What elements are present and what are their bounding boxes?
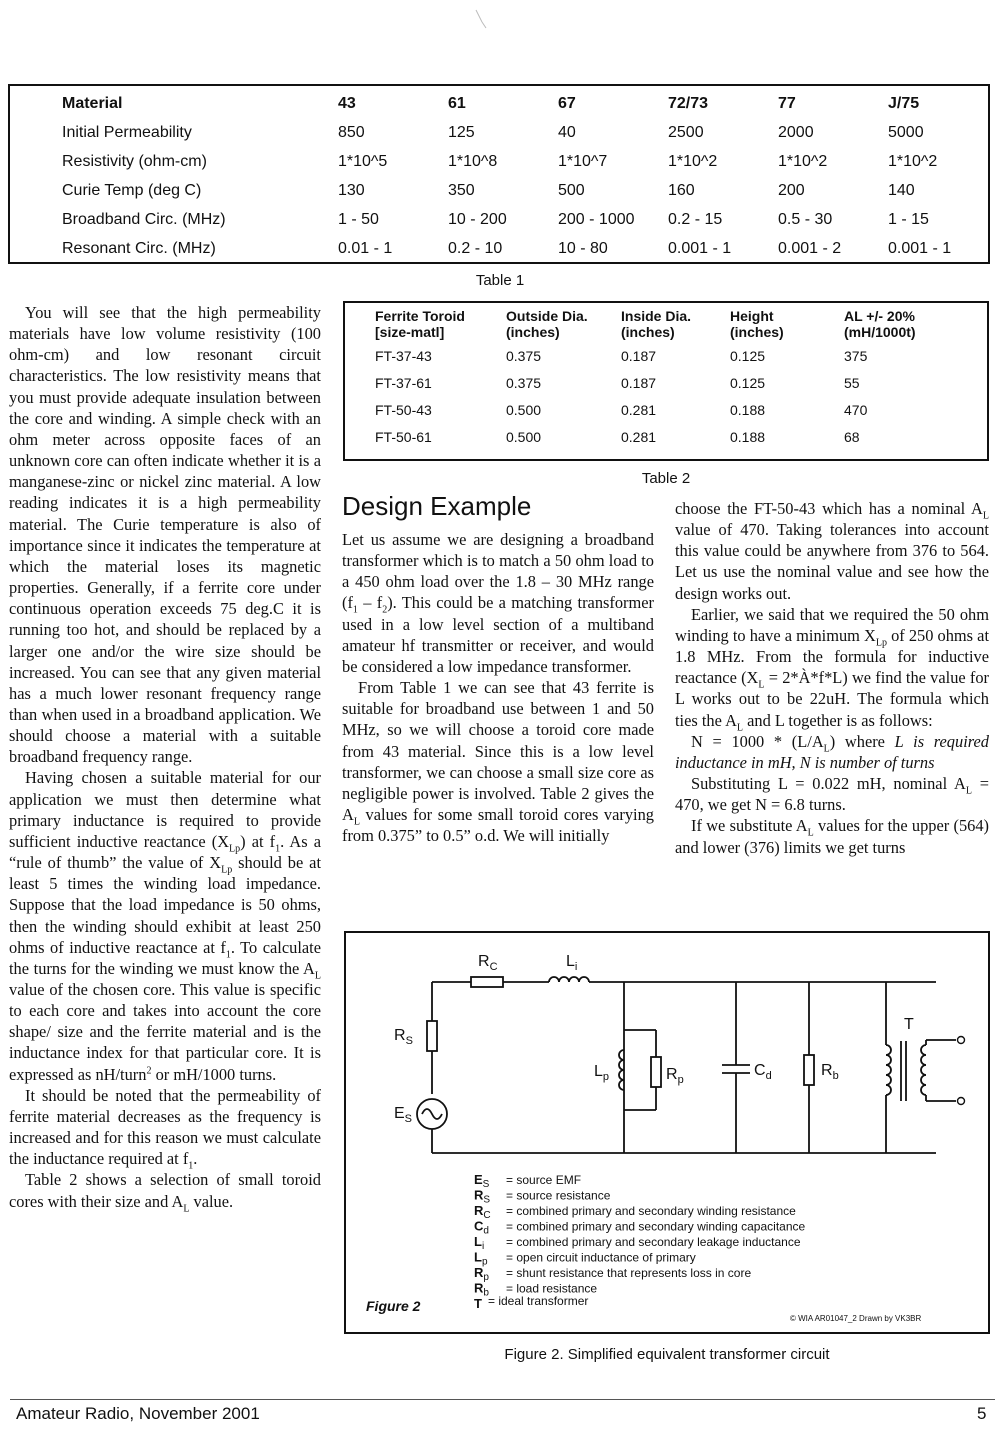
legend-item: $R_p$ = shunt resistance that represents loss in core [474, 1265, 752, 1283]
table1-cell: 1*10^2 [668, 152, 718, 170]
output-terminal-icon [958, 1098, 965, 1105]
table1-cell: 10 - 80 [558, 239, 608, 257]
table2-cell: 375 [844, 347, 868, 364]
table2-cell: FT-37-61 [375, 374, 432, 391]
legend-item: $E_S$ = source EMF [474, 1172, 582, 1190]
table1-cell: 1*10^7 [558, 152, 608, 170]
table2-cell: 0.188 [730, 428, 766, 445]
table1-row [62, 176, 958, 205]
inductor-li-symbol [549, 977, 589, 982]
resistor-rb-symbol [804, 1055, 814, 1085]
table1-header-cell: 67 [558, 94, 576, 112]
table2-cell: 0.187 [621, 347, 657, 364]
table1-cell: 5000 [888, 123, 924, 141]
label-lp: $L_p$ [594, 1063, 610, 1083]
table1-cell: 1*10^8 [448, 152, 498, 170]
label-t: T [904, 1016, 914, 1033]
label-li: $L_i$ [566, 953, 578, 973]
table1-header-cell: J/75 [888, 94, 920, 112]
table2-header-cell [621, 307, 730, 342]
table1-cell: 1*10^5 [338, 152, 388, 170]
table1-cell: 200 [778, 181, 805, 199]
table2-header-cell [506, 307, 621, 342]
section-heading: Design Example [342, 491, 532, 521]
legend-item: $L_p$ = open circuit inductance of primary [474, 1249, 696, 1268]
table2-cell: 0.375 [506, 347, 542, 364]
transformer-secondary-symbol [921, 1045, 926, 1095]
table2-cell: 0.281 [621, 428, 657, 445]
table2-cell: 0.500 [506, 401, 542, 418]
paragraph: Substituting L = 0.022 mH, nominal $A_L = 470$, we get N = 6.8 turns. [675, 774, 990, 815]
table1-row [62, 205, 958, 234]
figure-caption: Figure 2. Simplified equivalent transformer circuit [504, 1346, 830, 1363]
figure-credit: © WIA AR01047_2 Drawn by VK3BR [790, 1314, 922, 1323]
label-rs: $R_S$ [394, 1027, 413, 1047]
table2-cell: FT-50-61 [375, 428, 432, 445]
table2-header-cell [375, 307, 506, 342]
table1-cell: Resonant Circ. (MHz) [62, 239, 216, 257]
table2-row [375, 423, 964, 450]
table2-caption: Table 2 [641, 470, 691, 487]
table1-header-cell: 61 [448, 94, 466, 112]
paragraph: If we substitute $A_L$ values for the upper (564) and lower (376) limits we get turns [675, 816, 989, 857]
table2-cell: 0.188 [730, 401, 766, 418]
table1-caption: Table 1 [475, 272, 525, 289]
table1-cell: 1*10^2 [778, 152, 828, 170]
table2-cell: 0.375 [506, 374, 542, 391]
label-rp: $R_p$ [666, 1066, 684, 1086]
transformer-primary-symbol [886, 1045, 891, 1095]
table1-cell: Resistivity (ohm-cm) [62, 152, 207, 170]
label-cd: $C_d$ [754, 1062, 772, 1082]
table1-cell: 1 - 50 [338, 210, 379, 228]
scan-mark-icon [474, 8, 488, 30]
label-es: $E_S$ [394, 1105, 413, 1125]
paragraph: Let us assume we are designing a broadband transformer which is to match a 50 ohm load to a 450 ohm load over the 1.8 – 30 MHz range $(f_1 - f_2)$. This could be a matching transformer used in a low level section of a multiband amateur hf transmitter or receiver, and would be considered a low impedance transformer. [342, 530, 654, 676]
table2-cell: 68 [844, 428, 860, 445]
legend-item: $R_S$ = source resistance [474, 1187, 611, 1206]
table1-row [62, 147, 958, 176]
table1-row [62, 118, 958, 147]
table1-cell: 2000 [778, 123, 814, 141]
table1-cell: 850 [338, 123, 365, 141]
figure-2-box [344, 931, 990, 1334]
resistor-rc-symbol [471, 977, 503, 987]
table1-cell: 1 - 15 [888, 210, 929, 228]
table2-header-line: Outside Dia. [506, 308, 588, 324]
table2-cell: 470 [844, 401, 868, 418]
table2-header-line: Inside Dia. [621, 308, 692, 324]
table1-cell: 350 [448, 181, 475, 199]
paragraph: Earlier, we said that we required the 50 ohm winding to have a minimum $X_{Lp}$ of 250 ohms at 1.8 MHz. From the formula for inductive reactance ($X_L$ = 2*À*f*L) we find the value for L works out to be 22uH. The formula which ties the $A_L$ and L together is as follows: [675, 604, 990, 733]
table1-cell: 0.2 - 15 [668, 210, 723, 228]
table2-header-line: [size-matl] [375, 324, 445, 340]
table2-header-line: Height [730, 308, 774, 324]
circuit-diagram [346, 933, 988, 1332]
footer-publication: Amateur Radio, November 2001 [16, 1404, 260, 1423]
table2-header-line: AL +/- 20% [844, 308, 915, 324]
output-terminal-icon [958, 1037, 965, 1044]
table2-header-line: (mH/1000t) [844, 324, 916, 340]
paragraph: You will see that the high permeability materials have low volume resistivity (100 ohm-cm) and low resonant circuit characteristics. The low resistivity means that you must provide adequate insulation between the core and winding. A simple check with an ohm meter across opposite faces of an unknown core can often indicate whether it is a manganese-zinc or nickel zinc material. A low reading indicates it is a high permeability material. The Curie temperature is also of importance since it indicates the temperature at which the material loses its magnetic properties. Generally, if a ferrite core under continuous operation exceeds 75 deg.C it is running too hot, and should be replaced by a larger one and/or the wire size should be increased. You can see that any given material has a much lower resonant frequency range than when used in a broadband application. We should choose a material with a suitable broadband frequency range. [9, 303, 321, 767]
table1-cell: 160 [668, 181, 695, 199]
table2-header-cell [730, 307, 844, 342]
table1-cell: 2500 [668, 123, 704, 141]
table1-header-cell: 72/73 [668, 94, 709, 112]
footer-rule [10, 1399, 995, 1400]
table1-cell: 0.01 - 1 [338, 239, 393, 257]
table1-cell: Curie Temp (deg C) [62, 181, 202, 199]
paragraph: Having chosen a suitable material for our application we must then determine what primary inductance is required to provide sufficient inductive reactance $(X_{Lp})$ at $f_1$. As a “rule of thumb” the value of $X_{Lp}$ should be at least 5 times the winding load impedance. Suppose that the load impedance is 50 ohms, then the winding should exhibit at least 250 ohms of inductive reactance at $f_1$. To calculate the turns for the winding we must know the $A_L$ value of the chosen core. This value is specific to each core and takes into account the core shape/ size and the ferrite material and is the inductance index for that particular core. It is expressed as nH/turn$^2$ or mH/1000 turns. [9, 768, 321, 1084]
table2-cell: 0.125 [730, 374, 766, 391]
column-2 [342, 529, 654, 846]
label-rb: $R_b$ [821, 1062, 839, 1082]
legend-item: $C_d$ = combined primary and secondary winding capacitance [474, 1218, 806, 1237]
table2-row [375, 396, 964, 423]
table2-box [343, 301, 989, 461]
table1-cell: Initial Permeability [62, 123, 192, 141]
page-number: 5 [977, 1404, 987, 1423]
legend-item: $R_b$ = load resistance [474, 1280, 598, 1299]
table1-box [8, 84, 990, 264]
table2-row [375, 342, 964, 369]
table2-cell: 0.125 [730, 347, 766, 364]
figure-legend [474, 1172, 805, 1311]
table1-cell: 1*10^2 [888, 152, 938, 170]
table1-cell: 500 [558, 181, 585, 199]
table1-header-cell: 77 [778, 94, 796, 112]
table2-header-cell [844, 307, 964, 342]
table2-header-line: (inches) [506, 324, 560, 340]
legend-item: T = ideal transformer [474, 1294, 589, 1311]
resistor-rs-symbol [427, 1021, 437, 1051]
paragraph: From Table 1 we can see that 43 ferrite is suitable for broadband use between 1 and 50 MHz, so we will choose a toroid core made from 43 material. Since this is a low level transformer, we can choose a small size core as negligible power is involved. Table 2 gives the $A_L$ values for some small toroid cores varying from 0.375” to 0.5” o.d. We will initially [342, 678, 654, 846]
table1-cell: 0.5 - 30 [778, 210, 833, 228]
table2-cell: FT-37-43 [375, 347, 432, 364]
table2-header-line: Ferrite Toroid [375, 308, 465, 324]
table1-header-cell: 43 [338, 94, 356, 112]
table1-cell: 125 [448, 123, 475, 141]
table2-row [375, 369, 964, 396]
table1 [62, 89, 958, 263]
table2-header-row [375, 307, 964, 342]
table1-header-cell: Material [62, 94, 123, 112]
paragraph: It should be noted that the permeability of ferrite material decreases as the frequency is increased and for this reason we must calculate the inductance required at $f_1$. [9, 1085, 321, 1172]
table1-cell: 40 [558, 123, 576, 141]
table1-cell: 200 - 1000 [558, 210, 635, 228]
table1-cell: 0.001 - 1 [888, 239, 952, 257]
table1-cell: Broadband Circ. (MHz) [62, 210, 226, 228]
paragraph: choose the FT-50-43 which has a nominal $A_L$ value of 470. Taking tolerances into account this value could be anywhere from 376 to 564. Let us use the nominal value and see how the design works out. [675, 499, 989, 603]
resistor-rp-symbol [651, 1057, 661, 1087]
table2-cell: 0.281 [621, 401, 657, 418]
formula: $N = 1000 * (L/A_L)$ where L is required inductance in mH, N is number of turns [675, 731, 989, 772]
table1-cell: 130 [338, 181, 365, 199]
table1-header-row [62, 89, 958, 118]
table2-header-line: (inches) [730, 324, 784, 340]
table1-cell: 0.001 - 2 [778, 239, 842, 257]
table1-cell: 140 [888, 181, 915, 199]
table1-row [62, 234, 958, 263]
legend-item: $R_C$ = combined primary and secondary winding resistance [474, 1203, 796, 1221]
legend-item: $L_i$ = combined primary and secondary leakage inductance [474, 1234, 801, 1252]
table2-header-line: (inches) [621, 324, 675, 340]
table2-cell: 55 [844, 374, 860, 391]
table1-cell: 0.2 - 10 [448, 239, 503, 257]
label-rc: $R_C$ [478, 953, 498, 973]
column-1 [9, 302, 321, 1212]
table1-cell: 0.001 - 1 [668, 239, 732, 257]
table2 [375, 307, 964, 450]
table2-cell: FT-50-43 [375, 401, 432, 418]
column-3 [675, 498, 989, 858]
table2-cell: 0.187 [621, 374, 657, 391]
paragraph: Table 2 shows a selection of small toroid cores with their size and $A_L$ value. [9, 1170, 321, 1214]
table2-cell: 0.500 [506, 428, 542, 445]
figure-inner-label: Figure 2 [366, 1298, 421, 1314]
table1-cell: 10 - 200 [448, 210, 507, 228]
